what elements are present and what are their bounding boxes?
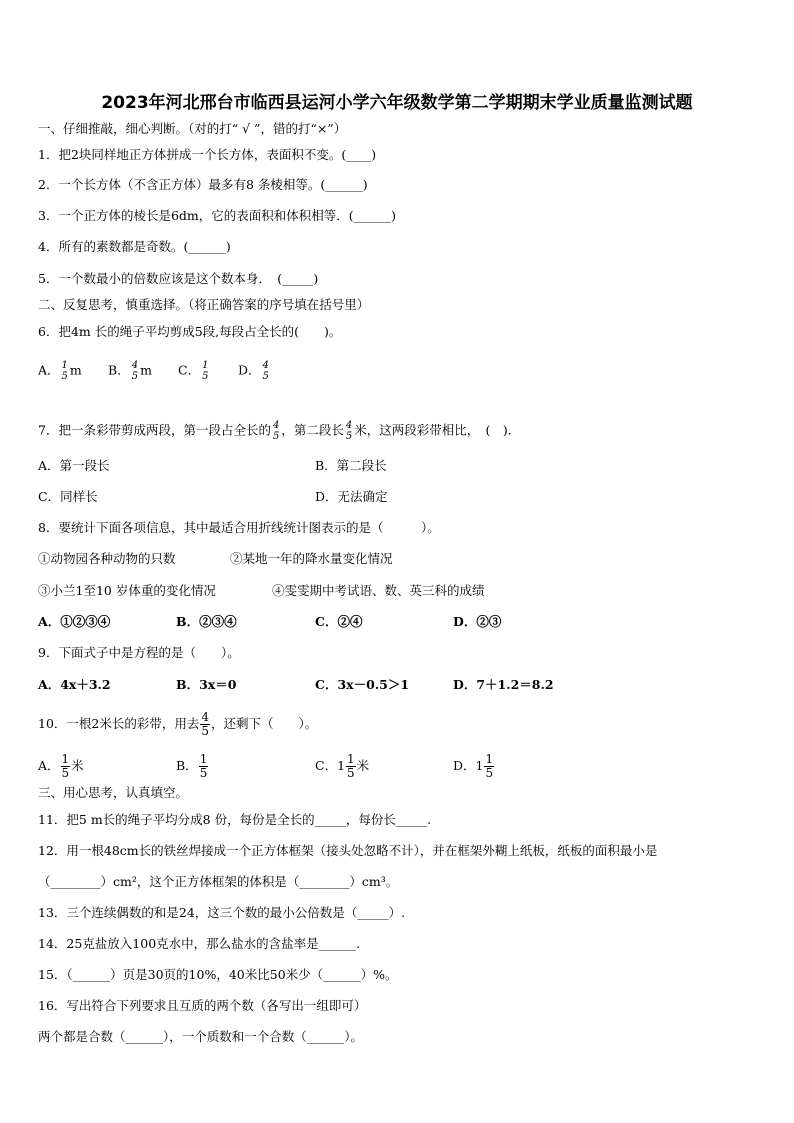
q9-option-c: C．3x－0.5＞1	[315, 677, 410, 692]
q8-item-2: ②某地一年的降水量变化情况	[230, 551, 393, 566]
question-1: 1．把2块同样地正方体拼成一个长方体，表面积不变。(____)	[38, 147, 377, 162]
q7-option-a: A．第一段长	[38, 458, 110, 473]
q10-option-b: B． $\frac{1}{5}$	[176, 752, 208, 780]
question-15: 15．（______）页是30页的10%，40米比50米少（______）%。	[38, 967, 398, 982]
question-7: 7．把一条彩带剪成两段，第一段占全长的 4 5 ，第二段长 4 5 米，这两段彩带相比， ( ).	[38, 420, 512, 442]
question-11: 11．把5 m长的绳子平均分成8 份，每份是全长的_____，每份长_____.	[38, 812, 432, 827]
question-12: 12．用一根48cm长的铁丝焊接成一个正方体框架（接头处忽略不计），并在框架外糊上纸板，纸板的面积最小是	[38, 843, 658, 858]
q6-option-d: D． 4 5	[238, 360, 269, 382]
question-14: 14．25克盐放入100克水中，那么盐水的含盐率是______.	[38, 936, 361, 951]
question-6: 6．把4m 长的绳子平均剪成5段,每段占全长的( )。	[38, 324, 342, 339]
section-1-heading: 一、仔细推敲，细心判断。（对的打“ √ ”，错的打“×”）	[38, 121, 347, 136]
q9-option-a: A．4x＋3.2	[38, 677, 111, 692]
q10-option-d: D．1 $\frac{1}{5}$	[453, 752, 494, 780]
q10-option-a: A． $\frac{1}{5}$ 米	[38, 752, 84, 780]
q7-option-b: B．第二段长	[315, 458, 387, 473]
q9-option-b: B．3x＝0	[176, 677, 237, 692]
question-13: 13．三个连续偶数的和是24，这三个数的最小公倍数是（_____）.	[38, 905, 406, 920]
q8-option-d: D．②③	[453, 614, 502, 629]
question-16-continued: 两个都是合数（______），一个质数和一个合数（______）。	[38, 1029, 364, 1044]
q7-option-c: C．同样长	[38, 489, 98, 504]
question-12-continued: （________）cm²，这个正方体框架的体积是（________）cm³。	[38, 874, 399, 889]
page-title: 2023年河北邢台市临西县运河小学六年级数学第二学期期末学业质量监测试题	[101, 93, 693, 113]
q8-option-b: B．②③④	[176, 614, 237, 629]
q6-option-c: C． 1 5	[178, 360, 209, 382]
q8-option-a: A．①②③④	[38, 614, 111, 629]
q7-option-d: D．无法确定	[315, 489, 388, 504]
question-2: 2．一个长方体（不含正方体）最多有8 条棱相等。(______)	[38, 177, 368, 192]
question-3: 3．一个正方体的棱长是6dm，它的表面积和体积相等．(______)	[38, 208, 397, 223]
q8-item-4: ④雯雯期中考试语、数、英三科的成绩	[272, 583, 485, 598]
question-16: 16．写出符合下列要求且互质的两个数（各写出一组即可）	[38, 998, 367, 1013]
question-8: 8．要统计下面各项信息，其中最适合用折线统计图表示的是（ ）。	[38, 520, 440, 535]
section-2-heading: 二、反复思考，慎重选择。（将正确答案的序号填在括号里）	[38, 297, 370, 312]
q9-option-d: D．7＋1.2＝8.2	[453, 677, 554, 692]
question-9: 9．下面式子中是方程的是（ ）。	[38, 645, 240, 660]
q8-item-1: ①动物园各种动物的只数	[38, 551, 176, 566]
q10-option-c: C．1 $\frac{1}{5}$ 米	[315, 752, 370, 780]
question-5: 5．一个数最小的倍数应该是这个数本身． (_____)	[38, 271, 319, 286]
question-10: 10．一根2米长的彩带，用去 $\frac{4}{5}$ ，还剩下（ ）。	[38, 710, 318, 738]
q6-option-b: B． 4 5 m	[108, 360, 152, 382]
q8-item-3: ③小兰1至10 岁体重的变化情况	[38, 583, 216, 598]
q6-option-a: A． 1 5 m	[38, 360, 82, 382]
question-4: 4．所有的素数都是奇数。(______)	[38, 239, 231, 254]
q8-option-c: C．②④	[315, 614, 363, 629]
section-3-heading: 三、用心思考，认真填空。	[38, 785, 189, 800]
